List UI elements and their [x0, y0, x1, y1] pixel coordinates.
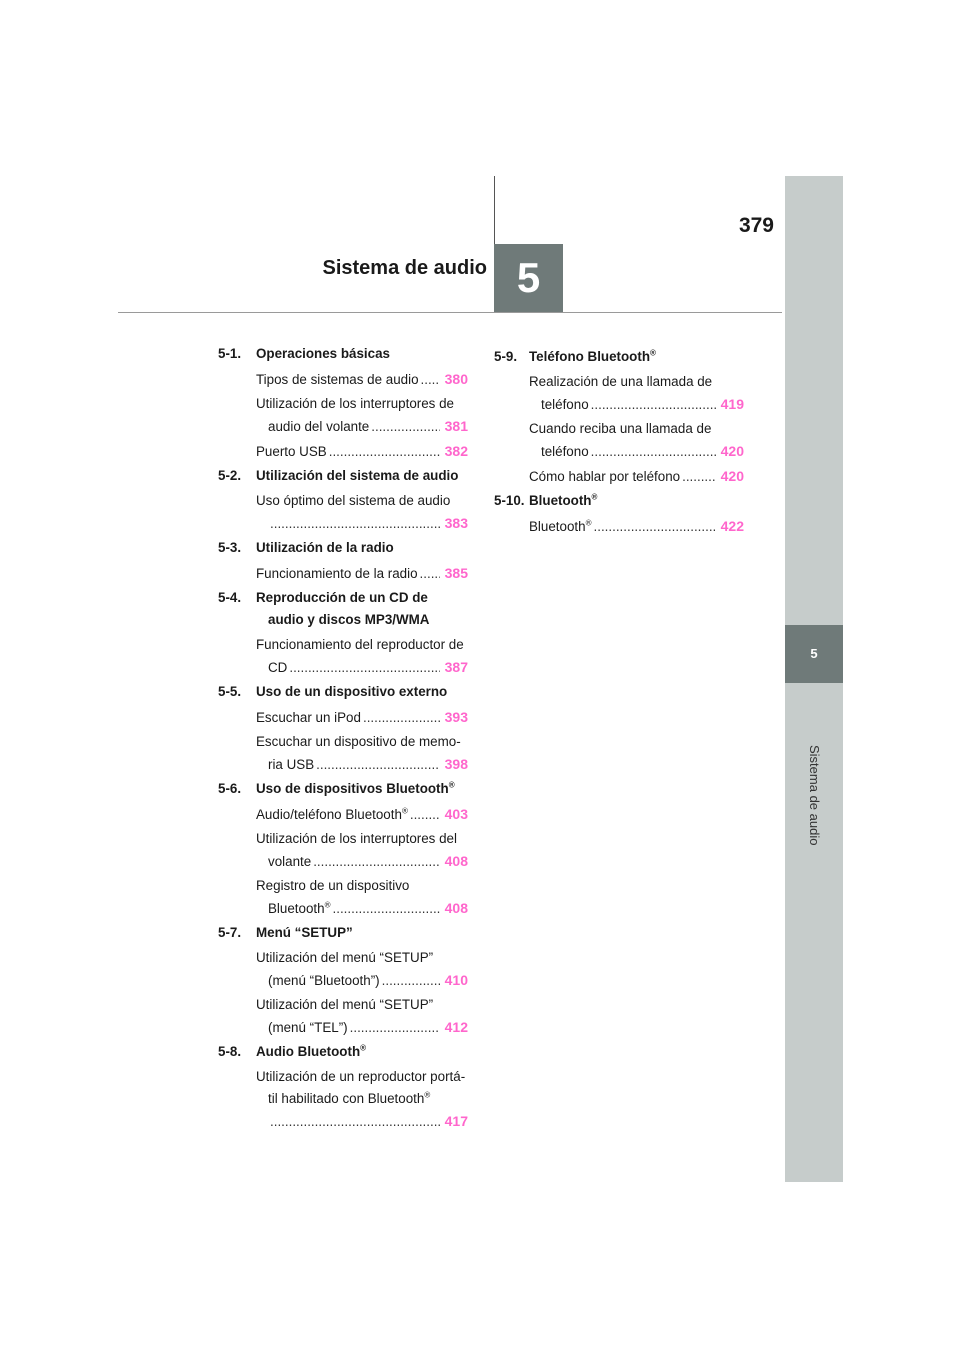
side-tab-chapter-number[interactable]: 5: [785, 625, 843, 683]
page-link[interactable]: 420: [720, 468, 744, 484]
toc-entry[interactable]: Tipos de sistemas de audio ..... 380: [256, 368, 468, 390]
toc-section-5-2: 5-2. Utilización del sistema de audio: [218, 468, 459, 483]
toc-entry[interactable]: Funcionamiento del reproductor de CD ..... 387: [256, 634, 468, 678]
chapter-number-box: 5: [494, 244, 563, 312]
page-link[interactable]: 410: [444, 972, 468, 988]
page-link[interactable]: 422: [720, 518, 744, 534]
toc-entry[interactable]: Audio/teléfono Bluetooth® ..... 403: [256, 803, 468, 825]
page-link[interactable]: 408: [444, 900, 468, 916]
page-link[interactable]: 408: [444, 853, 468, 869]
page-link[interactable]: 387: [444, 659, 468, 675]
toc-right-column: [494, 346, 744, 540]
header-horizontal-rule: [118, 312, 782, 313]
page-link[interactable]: 383: [444, 515, 468, 531]
page-number: 379: [738, 214, 774, 237]
toc-section-5-9: 5-9. Teléfono Bluetooth®: [494, 348, 656, 364]
page-link[interactable]: 420: [720, 443, 744, 459]
toc-section-5-3: 5-3. Utilización de la radio: [218, 540, 394, 555]
toc-entry[interactable]: Puerto USB ..... 382: [256, 440, 468, 462]
toc-entry[interactable]: Uso óptimo del sistema de audio ..... 383: [256, 490, 468, 534]
page-link[interactable]: 417: [444, 1113, 468, 1129]
toc-left-column: [218, 343, 468, 1135]
side-tab-label: Sistema de audio: [807, 745, 822, 846]
toc-entry[interactable]: Bluetooth® ..... 422: [529, 515, 744, 537]
page-link[interactable]: 382: [444, 443, 468, 459]
toc-section-5-1: 5-1. Operaciones básicas: [218, 346, 390, 361]
toc-entry[interactable]: Cuando reciba una llamada de teléfono ..... 420: [529, 418, 744, 462]
toc-section-5-10: 5-10. Bluetooth®: [494, 492, 598, 508]
toc-entry[interactable]: Registro de un dispositivo Bluetooth® ..... 408: [256, 875, 468, 919]
toc-entry[interactable]: Realización de una llamada de teléfono ..... 419: [529, 371, 744, 415]
page-link[interactable]: 380: [444, 371, 468, 387]
toc-entry[interactable]: Escuchar un iPod ..... 393: [256, 706, 468, 728]
chapter-title: Sistema de audio: [322, 257, 487, 279]
toc-section-5-8: 5-8. Audio Bluetooth®: [218, 1043, 367, 1059]
page-link[interactable]: 393: [444, 709, 468, 725]
toc-section-5-4: 5-4. Reproducción de un CD de audio y discos MP3/WMA: [218, 590, 430, 627]
toc-section-5-6: 5-6. Uso de dispositivos Bluetooth®: [218, 780, 455, 796]
toc-entry[interactable]: Cómo hablar por teléfono ..... 420: [529, 465, 744, 487]
toc-entry[interactable]: Utilización del menú “SETUP” (menú “TEL”) ..... 412: [256, 994, 468, 1038]
page-link[interactable]: 381: [444, 418, 468, 434]
page-link[interactable]: 403: [444, 806, 468, 822]
toc-entry[interactable]: Utilización de un reproductor portá- til habilitado con Bluetooth® ..... 417: [256, 1066, 468, 1132]
page-link[interactable]: 412: [444, 1019, 468, 1035]
toc-section-5-7: 5-7. Menú “SETUP”: [218, 925, 353, 940]
toc-entry[interactable]: Utilización de los interruptores del volante ..... 408: [256, 828, 468, 872]
toc-entry[interactable]: Utilización del menú “SETUP” (menú “Bluetooth”) ..... 410: [256, 947, 468, 991]
toc-section-5-5: 5-5. Uso de un dispositivo externo: [218, 684, 448, 699]
page-link[interactable]: 419: [720, 396, 744, 412]
page-link[interactable]: 385: [444, 565, 468, 581]
toc-entry[interactable]: Escuchar un dispositivo de memo- ria USB ..... 398: [256, 731, 468, 775]
toc-entry[interactable]: Utilización de los interruptores de audio del volante ..... 381: [256, 393, 468, 437]
page-link[interactable]: 398: [444, 756, 468, 772]
toc-entry[interactable]: Funcionamiento de la radio ..... 385: [256, 562, 468, 584]
